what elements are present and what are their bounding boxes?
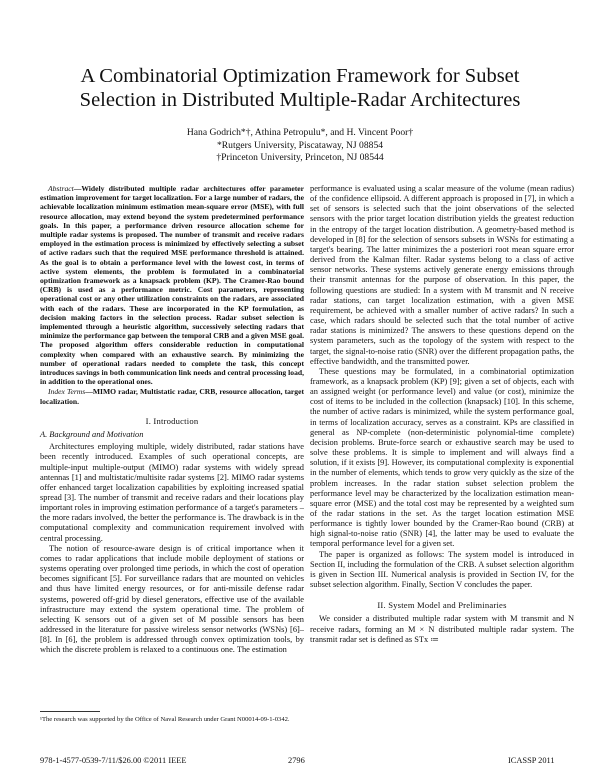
index-terms-text: —MIMO radar, Multistatic radar, CRB, resource allocation, target localization. [40,387,304,406]
abstract-lead: Abstract [48,184,74,193]
right-paragraph-2: These questions may be formulated, in a combinatorial optimization framework, as a knapsack problem (KP) [9]; given a set of objects, each with an assigned weight (or performance level) and value (or cost), minimize the cost of items to be included in the collection (knapsack) [10]. In this scheme, the number of active radars is minimized, while the system performance goal, in terms of localization accuracy, serves as a constraint. KPs are classified in general as NP-complete (non-deterministic polynomial-time complete) decision problems. Brute-force search or exhaustive search may be used to solve these problems. It is simple to implement and will always find a solution, if it exists [9]. However, its computational complexity is exponential in the number of elements, which tends to grow very quickly as the size of the problem increases. In the radar station subset selection problem the performance level may be characterized by the localization estimation mean-square error (MSE) and the total cost may be represented by a weighted sum of the radar stations in the set. As the target location estimation MSE performance is tightly lower bounded by the Cramer-Rao bound (CRB) at high signal-to-noise ratio (SNR) [4], the latter may be used to evaluate the temporal performance level for a given set. [310,366,574,549]
right-paragraph-4: We consider a distributed multiple radar system with M transmit and N receive radars, forming an M × N distributed multiple radar system. The transmit radar set is defined as STx ≔ [310,614,574,644]
footer-page-number: 2796 [288,756,305,765]
author-names: Hana Godrich*†, Athina Petropulu*, and H. Vincent Poor† [186,127,414,138]
intro-paragraph-2: The notion of resource-aware design is of critical importance when it comes to radar applications that include mobile deployment of stations or systems operating over prolonged time periods, in which the cost of operation becomes significant [5]. For surveillance radars that are mounted on vehicles and thus have limited energy resources, or for anti-missile defense radar systems, powered off-grid by diesel generators, effective use of the available infrastructure may extend the system operational time. The problem of selecting K sensors out of a given set of M possible sensors has been addressed in the literature for passive wireless sensor networks (WSNs) [6]–[8]. In [6], the problem is addressed through convex optimization tools, by which the discrete problem is relaxed to a continuous one. The estimation [40,543,304,655]
section-heading-system-model: II. System Model and Preliminaries [377,600,507,611]
affiliation-princeton: †Princeton University, Princeton, NJ 08544 [216,152,384,163]
right-column [310,184,574,645]
paper-title: A Combinatorial Optimization Framework for Subset Selection in Distributed Multiple-Radar Architectures [79,65,521,111]
left-column [40,184,304,655]
index-terms [40,387,304,405]
right-paragraph-1: performance is evaluated using a scalar measure of the volume (mean radius) of the confidence ellipsoid. A different approach is proposed in [7], in which a set of sensors is selected such that the joint observations of the selected sensors with the prior target location distribution yields the greatest reduction in the entropy of the target location distribution. A geometry-based method is developed in [8] for the selection of sensors subsets in WSNs for estimating a target's bearing. The latter minimizes the a posteriori root mean square error derived from the Kalman filter. Radar systems belong to a class of active sensor networks. These systems actively generate energy emissions through their transmit antennas for the purpose of observation. In this paper, the following questions are studied: In a system with M transmit and N receive radar stations, can target localization estimation, with a given MSE requirement, be achieved with a smaller number of active radars? In such a case, which radars should be selected such that the total number of active radar stations is minimized? The answers to these questions depend on the system parameters, such as the topology of the system with respect to the target, the signal-to-noise ratio (SNR) over the different propagation paths, the effective bandwidth, and the transmitted power. [310,184,574,366]
footnote: ¹The research was supported by the Office of Naval Research under Grant N00014-09-1-0342. [40,716,290,723]
intro-paragraph-1: Architectures employing multiple, widely distributed, radar stations have been recently introduced. Examples of such operational concepts, are multiple-input multiple-output (MIMO) radar systems with widely spread antennas [1] and multistatic/multisite radar systems [2]. MIMO radar systems offer enhanced target localization capabilities by exploiting increased spatial spread [3]. The number of transmit and receive radars and their locations play important roles in improving estimation performance of a target's parameters – the more radars involved, the better the performance is. The drawback is in the computational complexity and communication requirement involved with central processing. [40,442,304,543]
footer-conference: ICASSP 2011 [508,756,555,765]
section-heading-introduction: I. Introduction [145,415,199,426]
abstract [40,184,304,386]
footnote-rule [40,711,100,712]
affiliation-rutgers: *Rutgers University, Piscataway, NJ 08854 [216,139,384,151]
right-paragraph-3: The paper is organized as follows: The system model is introduced in Section II, including the formulation of the CRB. A subset selection algorithm is given in Section III. Numerical analysis is provided in Section IV, for the subset selection algorithm. Finally, Section V concludes the paper. [310,549,574,590]
abstract-text: —Widely distributed multiple radar architectures offer parameter estimation improvement for target localization. For a large number of radars, the achievable localization minimum estimation mean-square error (MSE), with full resource allocation, may extend beyond the system predetermined performance goals. In this paper, a performance driven resource allocation scheme for multiple radar systems is proposed. The number of transmit and receive radars employed in the estimation process is minimized by effectively selecting a subset of active radars such that the required MSE performance threshold is attained. As the goal is to obtain a performance level with the lowest cost, in terms of active system elements, the problem is formulated in a combinatorial optimization framework as a knapsack problem (KP). The Cramer-Rao bound (CRB) is used as a performance metric. Cost parameters, representing operational cost or any other utilization constraints on the radars, are associated with each of the radars. These are incorporated in the KP formulation, as decision making factors in the selection process. Radar subset selection is implemented through a heuristic algorithm, successively selecting radars that minimize the performance gap between the temporal CRB and a given MSE goal. The proposed algorithm offers considerable reduction in computational complexity when compared with an exhaustive search. By minimizing the number of operational radars needed to complete the task, this concept introduces savings in both communication link needs and central processing load, in addition to the operational ones. [40,184,304,387]
index-terms-lead: Index Terms [48,387,86,397]
subsection-heading-background: A. Background and Motivation [40,430,144,440]
author-block [120,127,480,165]
footer-isbn: 978-1-4577-0539-7/11/$26.00 ©2011 IEEE [40,756,187,765]
